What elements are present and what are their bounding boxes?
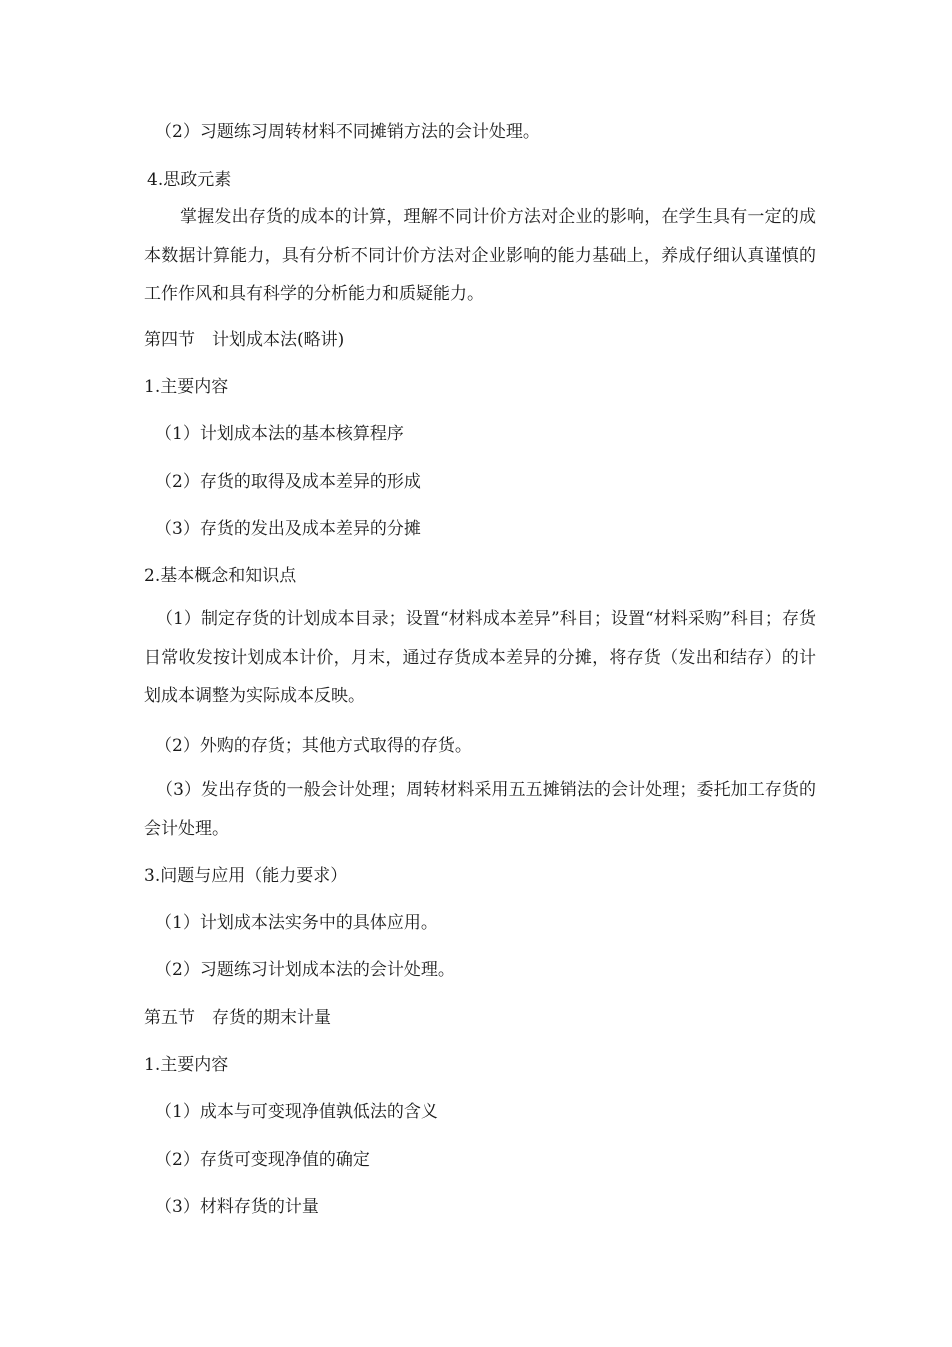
- content-item-1: （1）计划成本法的基本核算程序: [155, 424, 404, 444]
- content2-item-3: （3）材料存货的计量: [155, 1197, 319, 1217]
- paragraph-concept-1: （1）制定存货的计划成本目录；设置“材料成本差异”科目；设置“材料采购”科目；存货日常收发按计划成本计价，月末，通过存货成本差异的分摊，将存货（发出和结存）的计划成本调整为实际成本反映。: [144, 609, 816, 706]
- content-item-2: （2）存货的取得及成本差异的形成: [155, 472, 421, 492]
- section-5-title: 第五节 存货的期末计量: [144, 1008, 331, 1028]
- heading-ideology-elements: 4.思政元素: [147, 170, 232, 190]
- content2-item-2: （2）存货可变现净值的确定: [155, 1150, 370, 1170]
- heading-main-content-2: 1.主要内容: [144, 1055, 229, 1075]
- content2-item-1: （1）成本与可变现净值孰低法的含义: [155, 1102, 438, 1122]
- application-item-2: （2）习题练习计划成本法的会计处理。: [155, 960, 455, 980]
- content-item-3: （3）存货的发出及成本差异的分摊: [155, 519, 421, 539]
- paragraph-ideology: 掌握发出存货的成本的计算，理解不同计价方法对企业的影响，在学生具有一定的成本数据计算能力，具有分析不同计价方法对企业影响的能力基础上，养成仔细认真谨慎的工作作风和具有科学的分析能力和质疑能力。: [144, 207, 816, 304]
- heading-concepts: 2.基本概念和知识点: [144, 566, 297, 586]
- application-item-1: （1）计划成本法实务中的具体应用。: [155, 913, 438, 933]
- section-4-title: 第四节 计划成本法(略讲): [144, 330, 345, 350]
- exercise-item-2: （2）习题练习周转材料不同摊销方法的会计处理。: [155, 122, 540, 142]
- heading-problems-application: 3.问题与应用（能力要求）: [144, 866, 348, 886]
- heading-main-content: 1.主要内容: [144, 377, 229, 397]
- concept-item-2: （2）外购的存货；其他方式取得的存货。: [155, 736, 472, 756]
- paragraph-concept-3: （3）发出存货的一般会计处理；周转材料采用五五摊销法的会计处理；委托加工存货的会计处理。: [144, 780, 816, 839]
